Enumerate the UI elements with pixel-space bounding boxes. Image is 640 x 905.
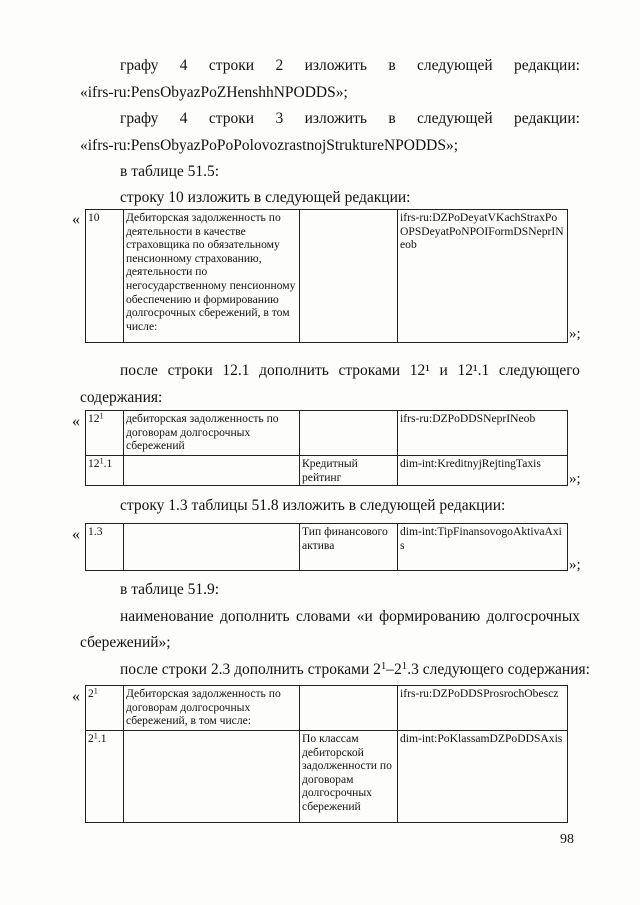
word: редакции:: [514, 57, 580, 74]
word: 12.1: [222, 362, 250, 379]
cell-col3: По классам дебиторской задолженности по договорам долгосрочных сбережений: [300, 731, 398, 823]
word: графу: [120, 110, 159, 127]
word: следующего: [498, 362, 580, 379]
cell-number: $12^1.1$: [86, 456, 124, 486]
line-13: после строки 2.3 дополнить строками $2^1-2^1.3$ следующего содержания:: [120, 660, 590, 678]
word: дополнить: [219, 608, 290, 625]
cell-col3: [300, 411, 398, 456]
line-10: в таблице 51.9:: [120, 581, 220, 598]
cell-col3: Тип финансового актива: [300, 524, 398, 571]
word: и: [439, 362, 448, 379]
line-2: «ifrs-ru:PensObyazPoZHenshhNPODDS»;: [80, 84, 348, 101]
word: наименование: [120, 608, 214, 625]
table-row: [86, 524, 568, 571]
cell-col3: Кредитный рейтинг: [300, 456, 398, 486]
word: следующей: [417, 57, 493, 74]
table-51-9-new-rows: [85, 685, 568, 823]
cell-element: ifrs-ru:DZPoDDSProsrochObescz: [398, 686, 568, 731]
word: строки: [208, 110, 255, 127]
line-9: строку 1.3 таблицы 51.8 изложить в следующей редакции:: [120, 497, 506, 514]
cell-name: [124, 524, 300, 571]
word: в: [388, 110, 396, 127]
table-51-5-row-10: [85, 209, 568, 343]
quote-open-3: «: [72, 526, 80, 543]
cell-number: $2^1$: [86, 686, 124, 731]
line-6: строку 10 изложить в следующей редакции:: [120, 189, 411, 206]
cell-number: $12^1$: [86, 411, 124, 456]
word: долгосрочных: [486, 608, 580, 625]
table-row: [86, 456, 568, 486]
word: следующей: [417, 110, 493, 127]
quote-open-2: «: [72, 413, 80, 430]
line-12: сбережений»;: [80, 634, 171, 651]
cell-name: [124, 456, 300, 486]
word: 3: [275, 110, 284, 127]
word: дополнить: [259, 362, 329, 379]
cell-number: 1.3: [86, 524, 124, 571]
table-row: [86, 210, 568, 343]
word: в: [388, 57, 396, 74]
table-row: [86, 686, 568, 731]
cell-col3: [300, 686, 398, 731]
word: изложить: [304, 57, 367, 74]
line-11: [120, 607, 580, 627]
line-7: [120, 361, 580, 381]
word: словами: [295, 608, 351, 625]
cell-element: dim-int:PoKlassamDZPoDDSAxis: [398, 731, 568, 823]
word: 4: [179, 110, 188, 127]
cell-element: ifrs-ru:DZPoDDSNeprINeob: [398, 411, 568, 456]
line-1: [120, 56, 580, 76]
cell-element: dim-int:TipFinansovogoAktivaAxis: [398, 524, 568, 571]
cell-element: ifrs-ru:DZPoDeyatVKachStraxPoOPSDeyatPoNPOIFormDSNeprINeob: [398, 210, 568, 343]
quote-close-2: »;: [569, 471, 581, 487]
cell-number: $2^1.1$: [86, 731, 124, 823]
cell-col3: [300, 210, 398, 343]
cell-name: Дебиторская задолженность по договорам долгосрочных сбережений, в том числе:: [124, 686, 300, 731]
line-8: содержания:: [80, 389, 163, 406]
word: графу: [120, 57, 159, 74]
word: после: [120, 362, 158, 379]
cell-name: Дебиторская задолженность по деятельности в качестве страховщика по обязательному пенсионному страхованию, деятельности по негосударственному пенсионному обеспечению и формированию долгосрочных сбережений, в том числе:: [124, 210, 300, 343]
table-row: [86, 731, 568, 823]
quote-close-3: »;: [569, 557, 581, 573]
cell-name: дебиторская задолженность по договорам долгосрочных сбережений: [124, 411, 300, 456]
table-51-5-new-rows: [85, 410, 568, 486]
word: 12¹.1: [457, 362, 490, 379]
word: «и: [356, 608, 373, 625]
word: 12¹: [409, 362, 430, 379]
line-4: «ifrs-ru:PensObyazPoPoPolovozrastnojStruktureNPODDS»;: [80, 137, 459, 154]
quote-close-1: »;: [569, 326, 581, 342]
cell-number: 10: [86, 210, 124, 343]
page-number: 98: [560, 832, 574, 847]
line-3: [120, 109, 580, 129]
cell-name: [124, 731, 300, 823]
word: 2: [275, 57, 284, 74]
word: строки: [167, 362, 213, 379]
table-row: [86, 411, 568, 456]
word: изложить: [304, 110, 367, 127]
quote-open-4: «: [72, 688, 80, 705]
word: строки: [208, 57, 255, 74]
quote-open-1: «: [72, 211, 80, 228]
table-51-8-row-1-3: [85, 523, 568, 571]
word: строками: [338, 362, 401, 379]
line-5: в таблице 51.5:: [120, 163, 220, 180]
word: 4: [179, 57, 188, 74]
word: формированию: [379, 608, 481, 625]
cell-element: dim-int:KreditnyjRejtingTaxis: [398, 456, 568, 486]
word: редакции:: [514, 110, 580, 127]
